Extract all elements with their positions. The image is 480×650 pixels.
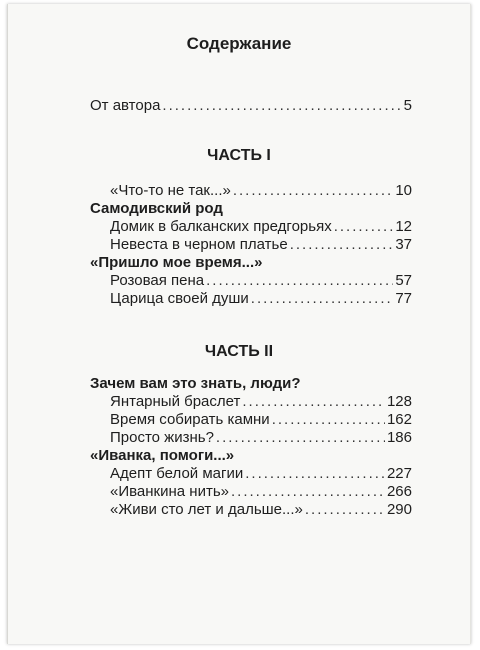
section-heading: «Пришло мое время...» — [90, 254, 263, 271]
book-page — [7, 4, 471, 644]
toc-entry — [110, 483, 412, 503]
toc-entry — [110, 236, 412, 256]
toc-entry-page: 128 — [386, 393, 412, 410]
toc-entry-label: Невеста в черном платье — [110, 236, 288, 253]
toc-entry-label: Просто жизнь? — [110, 429, 214, 446]
toc-entry — [110, 465, 412, 485]
section-heading: Самодивский род — [90, 200, 223, 217]
toc-entry — [110, 393, 412, 413]
toc-entry-label: Домик в балканских предгорьях — [110, 218, 332, 235]
section-heading: Зачем вам это знать, люди? — [90, 375, 301, 392]
toc-entry-label: Розовая пена — [110, 272, 205, 289]
toc-entry-page: 266 — [386, 483, 412, 500]
toc-entry — [110, 290, 412, 310]
toc-entry-page: 37 — [395, 236, 412, 253]
leader-dots — [233, 182, 393, 199]
toc-entry-page: 5 — [403, 97, 412, 114]
toc-entry — [110, 218, 412, 238]
leader-dots — [242, 393, 385, 410]
toc-entry-page: 77 — [395, 290, 412, 307]
part-heading: ЧАСТЬ I — [207, 147, 271, 164]
toc-entry-label: Время собирать камни — [110, 411, 270, 428]
toc-entry-page: 10 — [395, 182, 412, 199]
leader-dots — [251, 290, 394, 307]
leader-dots — [245, 465, 385, 482]
toc-entry-page: 57 — [395, 272, 412, 289]
part-heading: ЧАСТЬ II — [204, 343, 274, 360]
toc-title: Содержание — [186, 34, 292, 53]
toc-entry-page: 186 — [386, 429, 412, 446]
toc-entry — [110, 182, 412, 202]
toc-entry-label: Царица своей души — [110, 290, 249, 307]
leader-dots — [216, 429, 385, 446]
leader-dots — [272, 411, 385, 428]
section-heading: «Иванка, помоги...» — [90, 447, 235, 464]
leader-dots — [290, 236, 394, 253]
leader-dots — [305, 501, 385, 518]
toc-entry-label: «Что-то не так...» — [110, 182, 231, 199]
toc-entry-label: Янтарный браслет — [110, 393, 241, 410]
toc-entry-label: «Живи сто лет и дальше...» — [110, 501, 303, 518]
toc-entry-page: 12 — [395, 218, 412, 235]
toc-entry — [110, 272, 412, 292]
toc-entry — [110, 429, 412, 449]
toc-entry — [110, 501, 412, 521]
toc-entry — [110, 411, 412, 431]
toc-entry-foreword — [90, 97, 412, 117]
leader-dots — [162, 97, 401, 114]
toc-entry-page: 290 — [386, 501, 412, 518]
toc-entry-label: «Иванкина нить» — [110, 483, 229, 500]
leader-dots — [206, 272, 393, 289]
leader-dots — [334, 218, 394, 235]
toc-entry-page: 162 — [386, 411, 412, 428]
leader-dots — [231, 483, 385, 500]
toc-entry-page: 227 — [386, 465, 412, 482]
toc-entry-label: Адепт белой магии — [110, 465, 244, 482]
toc-entry-label: От автора — [90, 97, 161, 114]
